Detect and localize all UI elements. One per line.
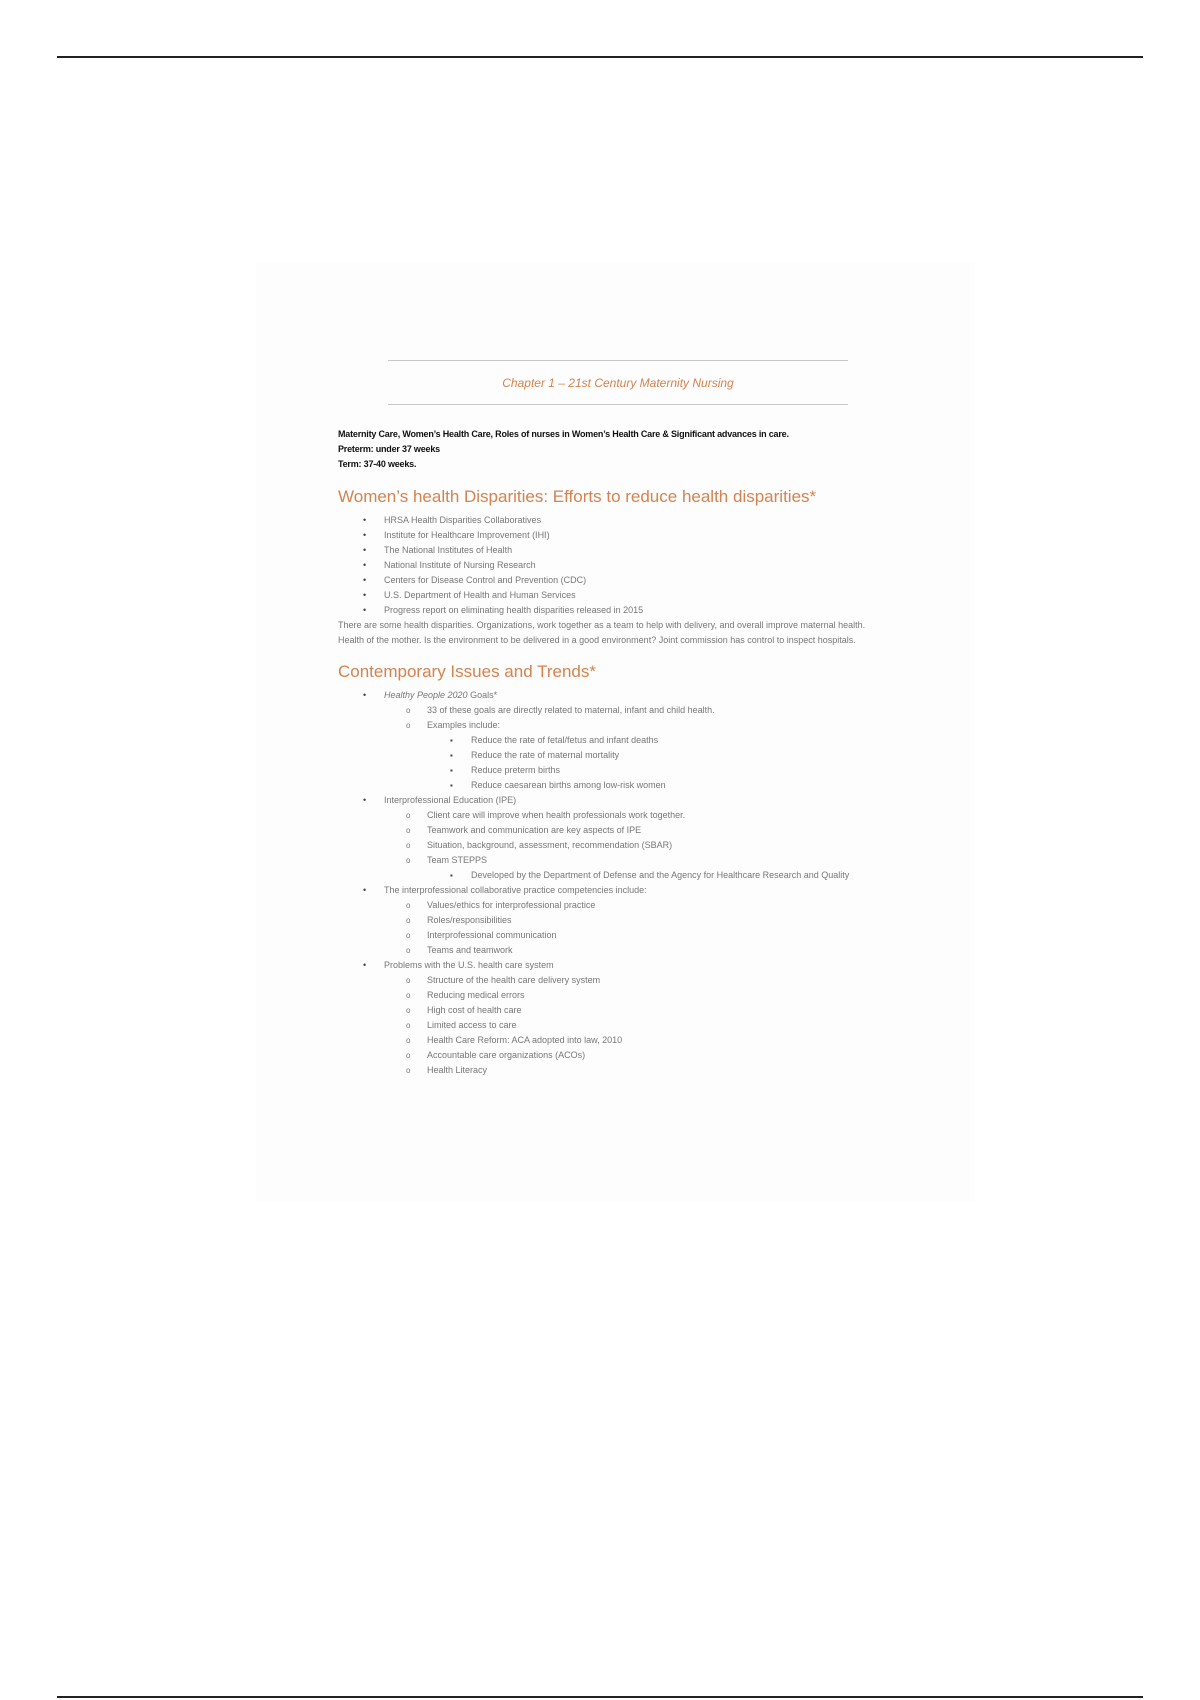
intro-line: Maternity Care, Women’s Health Care, Roles of nurses in Women’s Health Care & Significant advances in care. [338, 429, 789, 439]
sub-list-item: o Situation, background, assessment, recommendation (SBAR) [338, 838, 898, 853]
examples-list [427, 733, 898, 793]
competencies-sublist [384, 898, 898, 958]
sub-list-item: o Limited access to care [338, 1018, 898, 1033]
list-item-problems [338, 958, 898, 1078]
examples-label: Examples include: [427, 720, 501, 730]
sub-sub-list-item: ▪ Reduce the rate of maternal mortality [338, 748, 898, 763]
sub-list-item: o Accountable care organizations (ACOs) [338, 1048, 898, 1063]
competencies-label: The interprofessional collaborative practice competencies include: [384, 885, 647, 895]
disparities-list [338, 513, 898, 618]
sub-sub-list-item: ▪ Reduce preterm births [338, 763, 898, 778]
chapter-title: Chapter 1 – 21st Century Maternity Nursing [502, 376, 734, 390]
section-heading-trends: Contemporary Issues and Trends* [338, 662, 596, 681]
intro-block [338, 427, 898, 472]
sub-list-item: o Structure of the health care delivery system [338, 973, 898, 988]
page-top-rule [57, 56, 1143, 58]
team-steps-label: Team STEPPS [427, 855, 488, 865]
sub-sub-list-item: ▪ Reduce caesarean births among low-risk women [338, 778, 898, 793]
healthy-people-suffix: Goals* [467, 690, 498, 700]
list-item: • U.S. Department of Health and Human Services [338, 588, 898, 603]
ipe-label: Interprofessional Education (IPE) [384, 795, 517, 805]
disparities-paragraph: There are some health disparities. Organizations, work together as a team to help with delivery, and overall improve maternal health. Health of the mother. Is the environment to be delivered in a good environment? Joint commission has control to inspect hospitals. [338, 620, 866, 645]
intro-line: Preterm: under 37 weeks [338, 444, 440, 454]
sub-list-item-examples [338, 718, 898, 793]
list-item-healthy-people [338, 688, 898, 793]
healthy-people-sublist [384, 703, 898, 793]
problems-label: Problems with the U.S. health care system [384, 960, 554, 970]
sub-list-item: o Health Care Reform: ACA adopted into law, 2010 [338, 1033, 898, 1048]
chapter-header [388, 360, 848, 405]
sub-list-item: o Interprofessional communication [338, 928, 898, 943]
list-item-ipe [338, 793, 898, 883]
sub-list-item: o Health Literacy [338, 1063, 898, 1078]
sub-list-item: o Teams and teamwork [338, 943, 898, 958]
sub-list-item: o Client care will improve when health professionals work together. [338, 808, 898, 823]
list-item: • The National Institutes of Health [338, 543, 898, 558]
sub-list-item: o Roles/responsibilities [338, 913, 898, 928]
healthy-people-title: Healthy People 2020 [384, 690, 468, 700]
list-item: • National Institute of Nursing Research [338, 558, 898, 573]
list-item: • Centers for Disease Control and Prevention (CDC) [338, 573, 898, 588]
sub-list-item: o Reducing medical errors [338, 988, 898, 1003]
team-steps-sublist [427, 868, 898, 883]
list-item: • Institute for Healthcare Improvement (IHI) [338, 528, 898, 543]
document-content [338, 360, 898, 1078]
sub-list-item: o High cost of health care [338, 1003, 898, 1018]
sub-sub-list-item: ▪ Reduce the rate of fetal/fetus and infant deaths [338, 733, 898, 748]
sub-list-item-team-steps [338, 853, 898, 883]
list-item: • Progress report on eliminating health disparities released in 2015 [338, 603, 898, 618]
sub-list-item: o 33 of these goals are directly related to maternal, infant and child health. [338, 703, 898, 718]
trends-list [338, 688, 898, 1078]
section-heading-disparities: Women’s health Disparities: Efforts to reduce health disparities* [338, 487, 817, 506]
sub-sub-list-item: ▪ Developed by the Department of Defense and the Agency for Healthcare Research and Quality [338, 868, 898, 883]
list-item: • HRSA Health Disparities Collaboratives [338, 513, 898, 528]
ipe-sublist [384, 808, 898, 883]
intro-line: Term: 37-40 weeks. [338, 459, 417, 469]
sub-list-item: o Values/ethics for interprofessional practice [338, 898, 898, 913]
list-item-competencies [338, 883, 898, 958]
problems-sublist [384, 973, 898, 1078]
page-bottom-rule [57, 1696, 1143, 1698]
sub-list-item: o Teamwork and communication are key aspects of IPE [338, 823, 898, 838]
